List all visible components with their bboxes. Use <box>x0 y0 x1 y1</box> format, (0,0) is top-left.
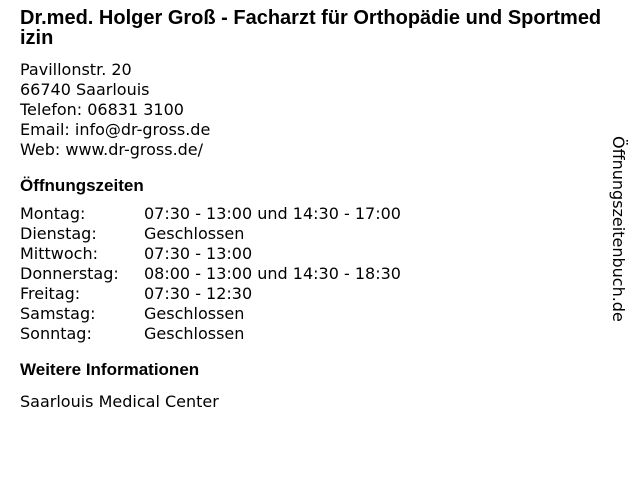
email-address: Email: info@dr-gross.de <box>20 120 211 139</box>
more-info-text: Saarlouis Medical Center <box>20 392 219 411</box>
hours-day: Sonntag: <box>20 324 92 343</box>
opening-hours-heading: Öffnungszeiten <box>20 176 144 195</box>
hours-row-thursday <box>20 264 605 284</box>
website-address: Web: www.dr-gross.de/ <box>20 140 204 159</box>
site-watermark: Öffnungszeitenbuch.de <box>609 136 628 322</box>
hours-day: Mittwoch: <box>20 244 98 263</box>
hours-day: Freitag: <box>20 284 81 303</box>
hours-row-friday <box>20 284 605 304</box>
hours-time: Geschlossen <box>144 224 245 243</box>
opening-hours-table <box>20 204 605 344</box>
hours-row-wednesday <box>20 244 605 264</box>
hours-day: Montag: <box>20 204 86 223</box>
hours-time: 07:30 - 13:00 und 14:30 - 17:00 <box>144 204 401 223</box>
hours-row-monday <box>20 204 605 224</box>
city-address: 66740 Saarlouis <box>20 80 150 99</box>
street-address: Pavillonstr. 20 <box>20 60 132 79</box>
contact-block <box>20 60 605 160</box>
hours-time: 07:30 - 12:30 <box>144 284 253 303</box>
hours-row-sunday <box>20 324 605 344</box>
more-info-heading: Weitere Informationen <box>20 360 200 379</box>
hours-day: Donnerstag: <box>20 264 119 283</box>
hours-row-saturday <box>20 304 605 324</box>
page-title: Dr.med. Holger Groß - Facharzt für Orthopädie und Sportmedizin <box>20 7 602 49</box>
hours-time: Geschlossen <box>144 324 245 343</box>
hours-day: Samstag: <box>20 304 96 323</box>
hours-time: 07:30 - 13:00 <box>144 244 253 263</box>
hours-day: Dienstag: <box>20 224 97 243</box>
phone-number: Telefon: 06831 3100 <box>20 100 184 119</box>
business-card <box>20 8 605 412</box>
hours-row-tuesday <box>20 224 605 244</box>
hours-time: 08:00 - 13:00 und 14:30 - 18:30 <box>144 264 401 283</box>
hours-time: Geschlossen <box>144 304 245 323</box>
